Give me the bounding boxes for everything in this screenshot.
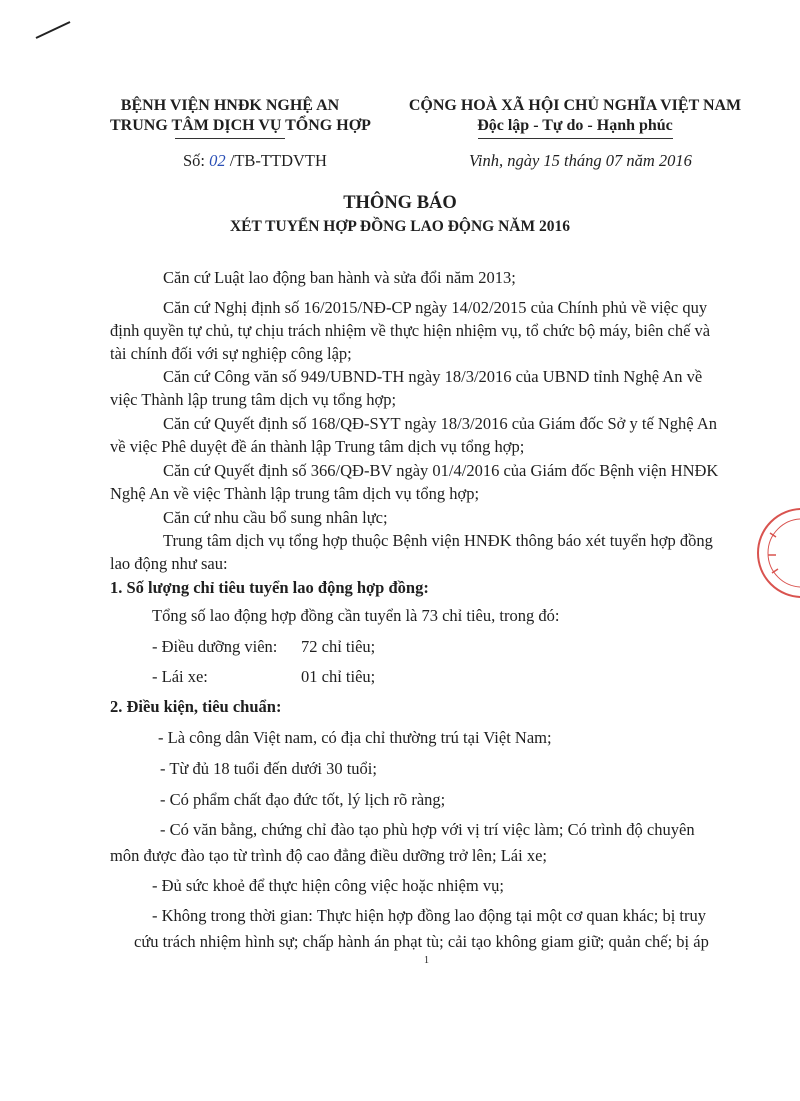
preamble-line: Căn cứ Nghị định số 16/2015/NĐ-CP ngày 14/02/2015 của Chính phủ về việc quy [163, 298, 708, 317]
condition-line: môn được đào tạo từ trình độ cao đẳng điều dưỡng trở lên; Lái xe; [110, 846, 547, 865]
preamble-line: Căn cứ Công văn số 949/UBND-TH ngày 18/3/2016 của UBND tỉnh Nghệ An về [163, 367, 703, 386]
doc-number: Số: 02 /TB-TTDVTH [183, 151, 327, 170]
preamble-line: Căn cứ nhu cầu bổ sung nhân lực; [163, 508, 388, 527]
condition-line: - Không trong thời gian: Thực hiện hợp đồng lao động tại một cơ quan khác; bị truy [152, 906, 707, 925]
condition-line: - Có văn bằng, chứng chỉ đào tạo phù hợp với vị trí việc làm; Có trình độ chuyên [160, 820, 695, 839]
condition-line: - Có phẩm chất đạo đức tốt, lý lịch rõ ràng; [160, 790, 446, 809]
org-name-line1: BỆNH VIỆN HNĐK NGHỆ AN [120, 97, 340, 114]
quota-role: - Lái xe: [152, 667, 208, 686]
official-stamp-icon [756, 503, 800, 603]
pen-mark-icon [34, 18, 74, 42]
page-number: 1 [424, 955, 429, 966]
preamble-line: Căn cứ Luật lao động ban hành và sửa đổi năm 2013; [163, 268, 516, 287]
condition-line: - Là công dân Việt nam, có địa chỉ thường trú tại Việt Nam; [158, 728, 552, 747]
motto-underline [478, 138, 673, 139]
section1-intro: Tổng số lao động hợp đồng cần tuyển là 73 chỉ tiêu, trong đó: [152, 606, 560, 625]
nation-line2: Độc lập - Tự do - Hạnh phúc [477, 117, 673, 134]
org-name-line2: TRUNG TÂM DỊCH VỤ TỔNG HỢP [110, 117, 371, 134]
condition-line: cứu trách nhiệm hình sự; chấp hành án phạt tù; cải tạo không giam giữ; quản chế; bị áp [134, 932, 709, 951]
preamble-line: Căn cứ Quyết định số 366/QĐ-BV ngày 01/4/2016 của Giám đốc Bệnh viện HNĐK [163, 461, 719, 480]
preamble-line: về việc Phê duyệt đề án thành lập Trung tâm dịch vụ tổng hợp; [110, 437, 525, 456]
nation-line1: CỘNG HOÀ XÃ HỘI CHỦ NGHĨA VIỆT NAM [408, 97, 742, 114]
doc-subtitle: XÉT TUYỂN HỢP ĐỒNG LAO ĐỘNG NĂM 2016 [229, 218, 571, 235]
doc-title: THÔNG BÁO [343, 193, 457, 213]
condition-line: - Từ đủ 18 tuổi đến dưới 30 tuổi; [160, 759, 377, 778]
section2-heading: 2. Điều kiện, tiêu chuẩn: [110, 697, 282, 716]
preamble-line: việc Thành lập trung tâm dịch vụ tổng hợp; [110, 390, 397, 409]
preamble-line: Nghệ An về việc Thành lập trung tâm dịch vụ tổng hợp; [110, 484, 480, 503]
preamble-line: Trung tâm dịch vụ tổng hợp thuộc Bệnh viện HNĐK thông báo xét tuyển hợp đồng [163, 531, 713, 550]
preamble-line: Căn cứ Quyết định số 168/QĐ-SYT ngày 18/3/2016 của Giám đốc Sở y tế Nghệ An [163, 414, 718, 433]
place-date: Vinh, ngày 15 tháng 07 năm 2016 [469, 151, 692, 170]
section1-heading: 1. Số lượng chỉ tiêu tuyển lao động hợp đồng: [110, 578, 429, 597]
quota-value: 01 chỉ tiêu; [301, 667, 376, 686]
quota-value: 72 chỉ tiêu; [301, 637, 376, 656]
org-underline [175, 138, 285, 139]
quota-role: - Điều dưỡng viên: [152, 637, 278, 656]
preamble-line: tài chính đối với sự nghiệp công lập; [110, 344, 352, 363]
preamble-line: lao động như sau: [110, 554, 228, 573]
preamble-line: định quyền tự chủ, tự chịu trách nhiệm về thực hiện nhiệm vụ, tổ chức bộ máy, biên chế và [110, 321, 711, 340]
condition-line: - Đủ sức khoẻ để thực hiện công việc hoặc nhiệm vụ; [152, 876, 504, 895]
